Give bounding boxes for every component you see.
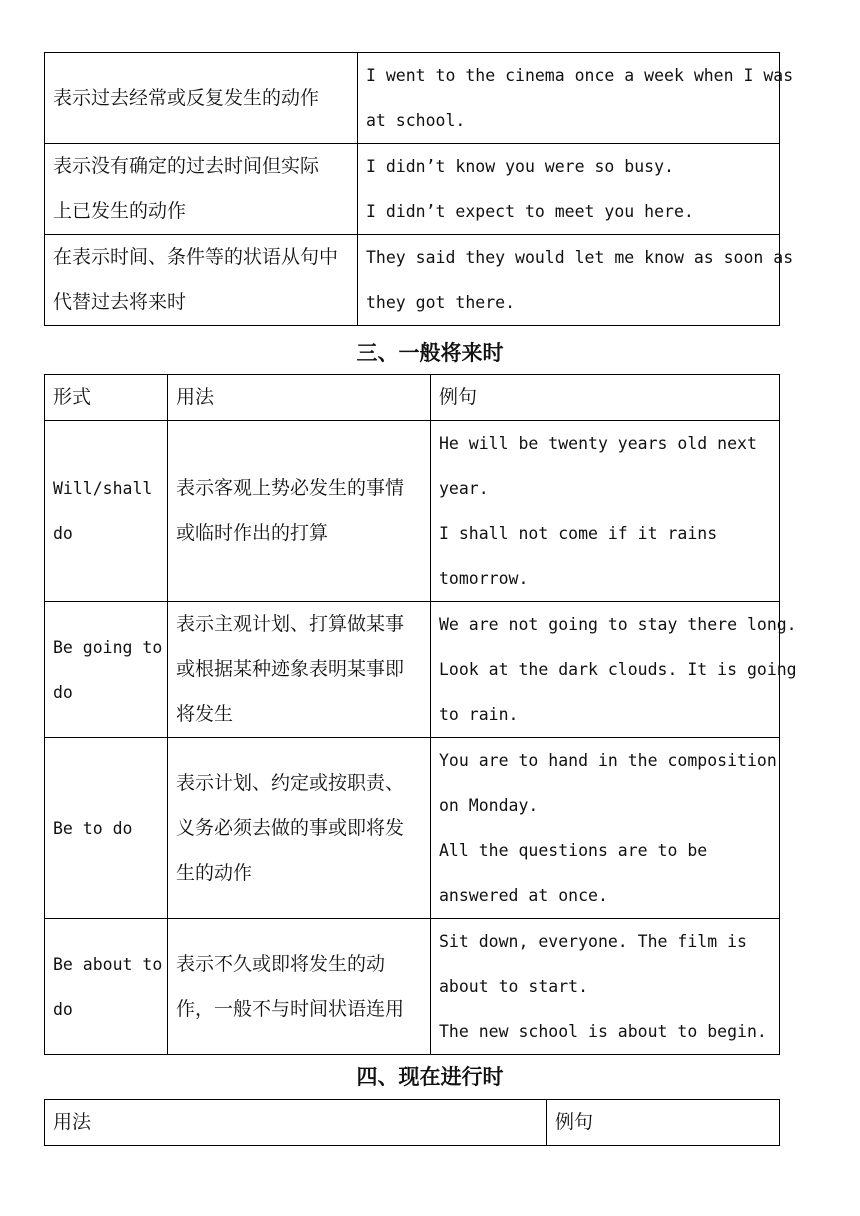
- example-cell: He will be twenty years old next year. I shall not come if it rains tomorrow.: [431, 421, 780, 602]
- example-cell: Sit down, everyone. The film is about to start. The new school is about to begin.: [431, 919, 780, 1055]
- section-heading-present-continuous: 四、现在进行时: [356, 1065, 504, 1089]
- usage-cell: 表示没有确定的过去时间但实际 上已发生的动作: [45, 144, 358, 235]
- header-example: 例句: [431, 375, 780, 421]
- form-cell: Be to do: [45, 738, 168, 919]
- usage-cell: 表示主观计划、打算做某事 或根据某种迹象表明某事即 将发生: [168, 602, 431, 738]
- table-row: [45, 919, 780, 1055]
- form-cell: Will/shall do: [45, 421, 168, 602]
- form-cell: Be about to do: [45, 919, 168, 1055]
- future-tense-table: [44, 374, 797, 1055]
- table-row: [45, 144, 780, 235]
- header-example: 例句: [547, 1100, 780, 1146]
- form-cell: Be going to do: [45, 602, 168, 738]
- usage-cell: 表示计划、约定或按职责、 义务必须去做的事或即将发 生的动作: [168, 738, 431, 919]
- example-cell: I went to the cinema once a week when I was at school.: [358, 53, 780, 144]
- table-row: [45, 421, 780, 602]
- header-usage: 用法: [168, 375, 431, 421]
- example-cell: We are not going to stay there long. Look at the dark clouds. It is going to rain.: [431, 602, 780, 738]
- example-cell: They said they would let me know as soon as they got there.: [358, 235, 780, 326]
- section-heading-future-tense: 三、一般将来时: [356, 341, 504, 365]
- usage-cell: 表示过去经常或反复发生的动作: [45, 53, 358, 144]
- usage-cell: 在表示时间、条件等的状语从句中 代替过去将来时: [45, 235, 358, 326]
- header-usage: 用法: [45, 1100, 547, 1146]
- present-continuous-table: [44, 1099, 780, 1146]
- usage-cell: 表示不久或即将发生的动 作，一般不与时间状语连用: [168, 919, 431, 1055]
- example-cell: You are to hand in the composition on Monday. All the questions are to be answered at once.: [431, 738, 780, 919]
- table-row: [45, 235, 780, 326]
- table-row: [45, 53, 780, 144]
- example-cell: I didn’t know you were so busy. I didn’t expect to meet you here.: [358, 144, 780, 235]
- table-header-row: [45, 375, 780, 421]
- header-form: 形式: [45, 375, 168, 421]
- table-row: [45, 602, 780, 738]
- table-header-row: [45, 1100, 780, 1146]
- past-tense-usage-table: [44, 52, 794, 326]
- usage-cell: 表示客观上势必发生的事情 或临时作出的打算: [168, 421, 431, 602]
- table-row: [45, 738, 780, 919]
